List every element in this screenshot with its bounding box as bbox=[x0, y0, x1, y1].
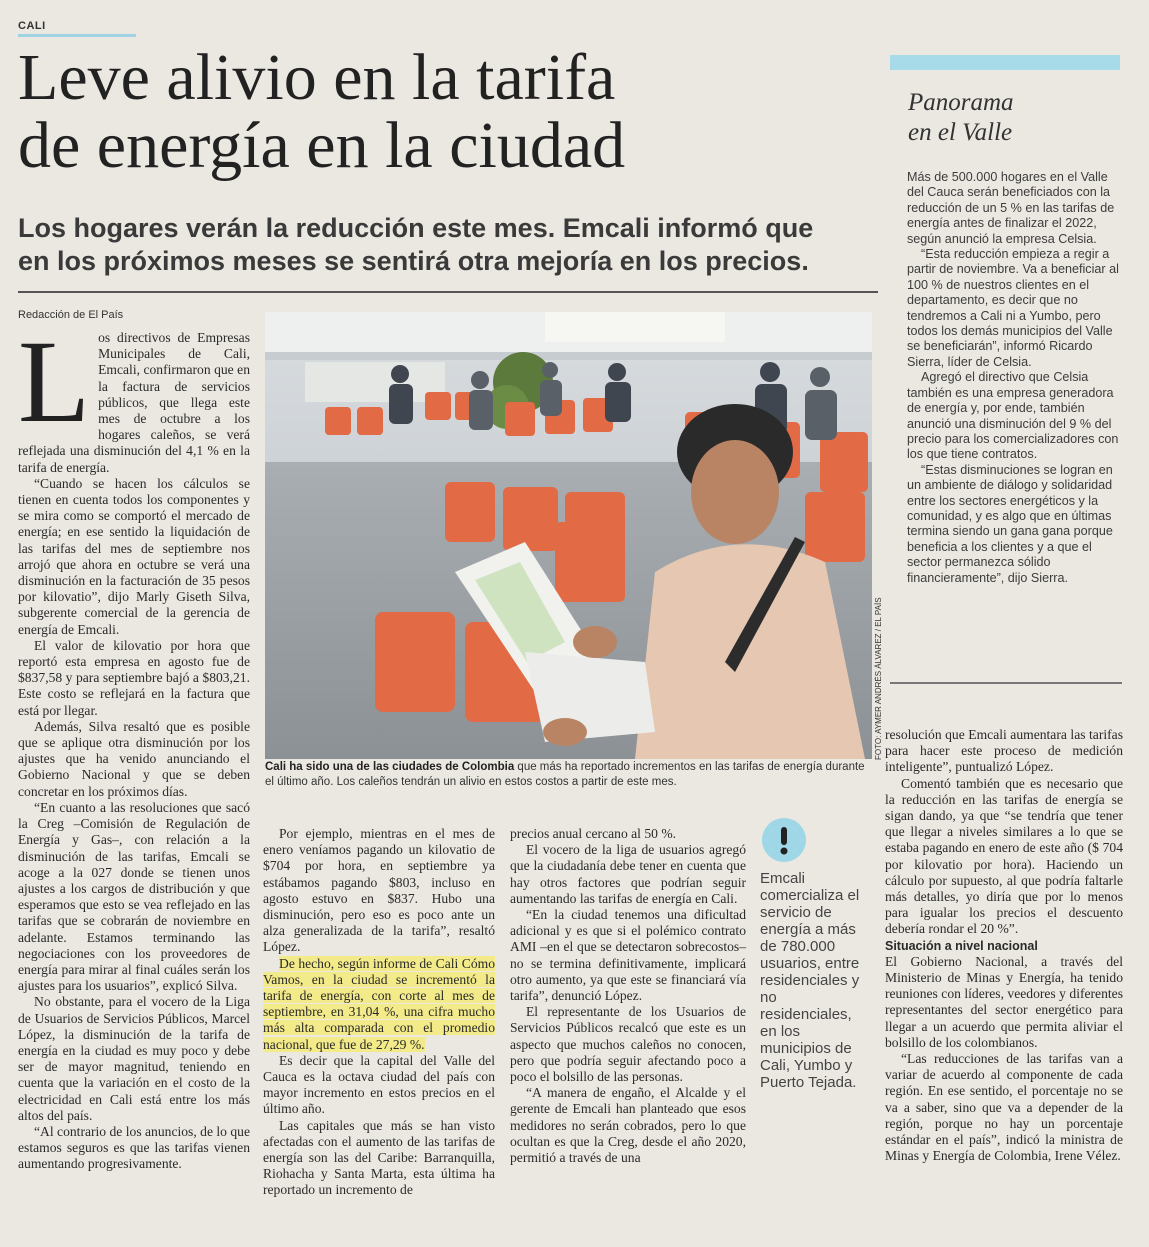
paragraph: “En la ciudad tenemos una dificultad adicional y es que si el polémico contrato AMI –en el que se detectaron sobrecostos– no se termina definitivamente, implicará otro aumento, ya que este se financiará vía tarifa”, denunció López. bbox=[510, 907, 746, 1004]
paragraph: Es decir que la capital del Valle del Cauca es la octava ciudad del país con mayor incremento en estos precios en el último año. bbox=[263, 1052, 495, 1117]
photo-caption bbox=[265, 760, 875, 790]
exclamation-glyph bbox=[762, 818, 806, 862]
caption-text: que más ha reportado incrementos en las tarifas de energía durante el último año. Los caleños tendrán un alivio en estos costos a partir de este mes. bbox=[265, 761, 865, 788]
paragraph: Las capitales que más se han visto afectadas con el aumento de las tarifas de energía son las del Caribe: Barranquilla, Riohacha y Santa Marta, esta última ha reportado un incremento de bbox=[263, 1117, 495, 1198]
caption-lead: Cali ha sido una de las ciudades de Colombia bbox=[265, 761, 515, 773]
headline bbox=[18, 41, 878, 182]
paragraph: “Las reducciones de las tarifas van a variar de acuerdo al componente de cada región. En ese sentido, el porcentaje no se va a saber, sino que va a depender de la región, porque no hay un porcentaje estándar en el país”, indicó la ministra de Minas y Energía de Colombia, Irene Vélez. bbox=[885, 1051, 1123, 1164]
article-column-1 bbox=[18, 316, 250, 1173]
paragraph: Por ejemplo, mientras en el mes de enero veníamos pagando un kilovatio de $704 por hora, en septiembre ya estábamos pagando $803, incluso en agosto estuvo en $837. Hubo una disminución, pero eso es poco ante un alza generalizada de la tarifa”, resaltó López. bbox=[263, 826, 495, 955]
sidebar-paragraph: “Estas disminuciones se logran en un ambiente de diálogo y solidaridad entre los sectores energéticos y la comunidad, y es algo que en últimas termina siendo un gana gana porque beneficia a los clientes y a que el sector permanezca sólido financieramente”, dijo Sierra. bbox=[907, 462, 1113, 585]
paragraph: El representante de los Usuarios de Servicios Públicos recalcó que este es un aspecto que muchos caleños no conocen, pero que podría seguir afectando poco a poco el bolsillo de las personas. bbox=[510, 1004, 746, 1085]
callout-text: Emcali comercializa el servicio de energía a más de 780.000 usuarios, entre residenciales y no residenciales, en los municipios de Cali, Yumbo y Puerto Tejada. bbox=[760, 870, 860, 1091]
byline: Redacción de El País bbox=[18, 309, 124, 321]
paragraph: No obstante, para el vocero de la Liga de Usuarios de Servicios Públicos, Marcel López, la disminución de la tarifa de energía en la ciudad es muy poco y debe ser de mayor magnitud, teniendo en cuenta que la variación en el costo de la electricidad en Cali está entre los más altos del país. bbox=[18, 994, 250, 1123]
paragraph: “En cuanto a las resoluciones que sacó la Creg –Comisión de Regulación de Energía y Gas–, con relación a la disminución de las tarifas, Emcali se acoge a la 027 donde se tienen unos ajustes a los cargos de distribución y que esperamos que esto se vea reflejado en las tarifas que se cobrarán de noviembre en adelante. Estamos terminando las negociaciones con los proveedores de energía para mirar al final cuáles serán los ajustes para los usuarios”, explicó Silva. bbox=[18, 799, 250, 994]
subhead-line-1: Los hogares verán la reducción este mes. Emcali informó que bbox=[18, 213, 814, 243]
paragraph: El valor de kilovatio por hora que reportó esta empresa en agosto fue de $837,58 y para septiembre bajó a $803,21. Este costo se reflejará en la factura que está por llegar. bbox=[18, 637, 250, 718]
sidebar-bottom-rule bbox=[890, 682, 1122, 684]
header-rule bbox=[18, 291, 878, 293]
paragraph: El vocero de la liga de usuarios agregó que la ciudadanía debe tener en cuenta que hay otros factores que podrían seguir aumentando las tarifas de energía en Cali. bbox=[510, 842, 746, 906]
paragraph: resolución que Emcali aumentara las tarifas para hacer este proceso de medición inteligente”, puntualizó López. bbox=[885, 727, 1123, 775]
paragraph: Además, Silva resaltó que es posible que se aplique otra disminución por los ajustes que ha venido anunciando el Gobierno Nacional y que se deben concretar en los próximos días. bbox=[18, 718, 250, 799]
headline-line-2: de energía en la ciudad bbox=[18, 109, 626, 182]
paragraph: Comentó también que es necesario que la reducción en las tarifas de energía se sigan dando, ya que “se tendría que tener que llegar a niveles similares a lo que se estaba pagando en enero de este año ($ 704 por kilovatio por hora). Haciendo un cálculo por supuesto, al que podría faltarle más detalles, yo diría que por lo menos para igualar los precios el descuento debería rondar el 20 %”. bbox=[885, 775, 1123, 937]
highlighted-text: De hecho, según informe de Cali Cómo Vamos, en la ciudad se incrementó la tarifa de energía, con corte al mes de septiembre, en 31,04 %, una cifra mucho más alta comparada con el promedio nacional, que fue de 27,29 %. bbox=[263, 955, 495, 1052]
article-column-4 bbox=[885, 727, 1123, 1164]
section-subheading: Situación a nivel nacional bbox=[885, 938, 1038, 953]
waiting-room-photo bbox=[265, 312, 872, 759]
sidebar-paragraph: Más de 500.000 hogares en el Valle del Cauca serán beneficiados con la reducción de un 5 % en las tarifas de energía antes de finalizar el 2022, según anunció la empresa Celsia. bbox=[907, 170, 1115, 246]
article-column-2 bbox=[263, 826, 495, 1199]
highlighted-paragraph bbox=[263, 956, 495, 1053]
headline-line-1: Leve alivio en la tarifa bbox=[18, 41, 616, 114]
sidebar-body bbox=[907, 170, 1119, 586]
subhead-line-2: en los próximos meses se sentirá otra mejoría en los precios. bbox=[18, 246, 809, 276]
drop-cap: L bbox=[18, 316, 91, 447]
section-tag: CALI bbox=[18, 20, 136, 37]
paragraph-text: os directivos de Empresas Municipales de Cali, Emcali, confirmaron que en la factura de servicios públicos, que llega este mes de octubre a los hogares caleños, se verá reflejada una disminución del 4,1 % en la tarifa de energía. bbox=[18, 330, 250, 475]
sidebar-title bbox=[908, 88, 1118, 148]
exclamation-icon bbox=[762, 818, 806, 862]
paragraph bbox=[18, 316, 250, 476]
subheadline bbox=[18, 212, 878, 278]
article-column-3 bbox=[510, 826, 746, 1166]
article-photo bbox=[265, 312, 872, 759]
sidebar-top-bar bbox=[890, 55, 1120, 70]
paragraph: El Gobierno Nacional, a través del Ministerio de Minas y Energía, ha tenido reuniones con líderes, veedores y diferentes representantes del sector energético para llegar a un acuerdo que permita aliviar el bolsillo de los colombianos. bbox=[885, 953, 1123, 1050]
photo-credit: FOTO: AYMER ANDRÉS ÁLVAREZ / EL PAÍS bbox=[874, 597, 883, 760]
paragraph: “Al contrario de los anuncios, de lo que estamos seguros es que las tarifas vienen aumentando progresivamente. bbox=[18, 1123, 250, 1172]
paragraph: “A manera de engaño, el Alcalde y el gerente de Emcali han planteado que esos medidores no serán cobrados, pero lo que ocultan es que la Creg, desde el año 2020, permitió a través de una bbox=[510, 1085, 746, 1166]
sidebar-title-line-2: en el Valle bbox=[908, 119, 1013, 146]
sidebar-paragraph: “Esta reducción empieza a regir a partir de noviembre. Va a beneficiar al 100 % de nuestros clientes en el departamento, es decir que no tendremos a Cali ni a Yumbo, pero todos los demás municipios del Valle se beneficiarán”, informó Ricardo Sierra, líder de Celsia. bbox=[907, 247, 1119, 369]
paragraph: precios anual cercano al 50 %. bbox=[510, 826, 677, 841]
sidebar-paragraph: Agregó el directivo que Celsia también es una empresa generadora de energía y, por ende, también anunció una disminución del 9 % del precio para los comercializadores con los que tiene contratos. bbox=[907, 370, 1119, 462]
sidebar-title-line-1: Panorama bbox=[908, 89, 1014, 116]
paragraph: “Cuando se hacen los cálculos se tienen en cuenta todos los componentes y se mira como se comportó el mercado de energía; en ese sentido la liquidación de las tarifas del mes de septiembre nos arrojó que ahora en octubre se verá una disminución en la facturación de 35 pesos por kilovatio”, dijo Marly Giseth Silva, subgerente comercial de la gerencia de energía de Emcali. bbox=[18, 475, 250, 637]
